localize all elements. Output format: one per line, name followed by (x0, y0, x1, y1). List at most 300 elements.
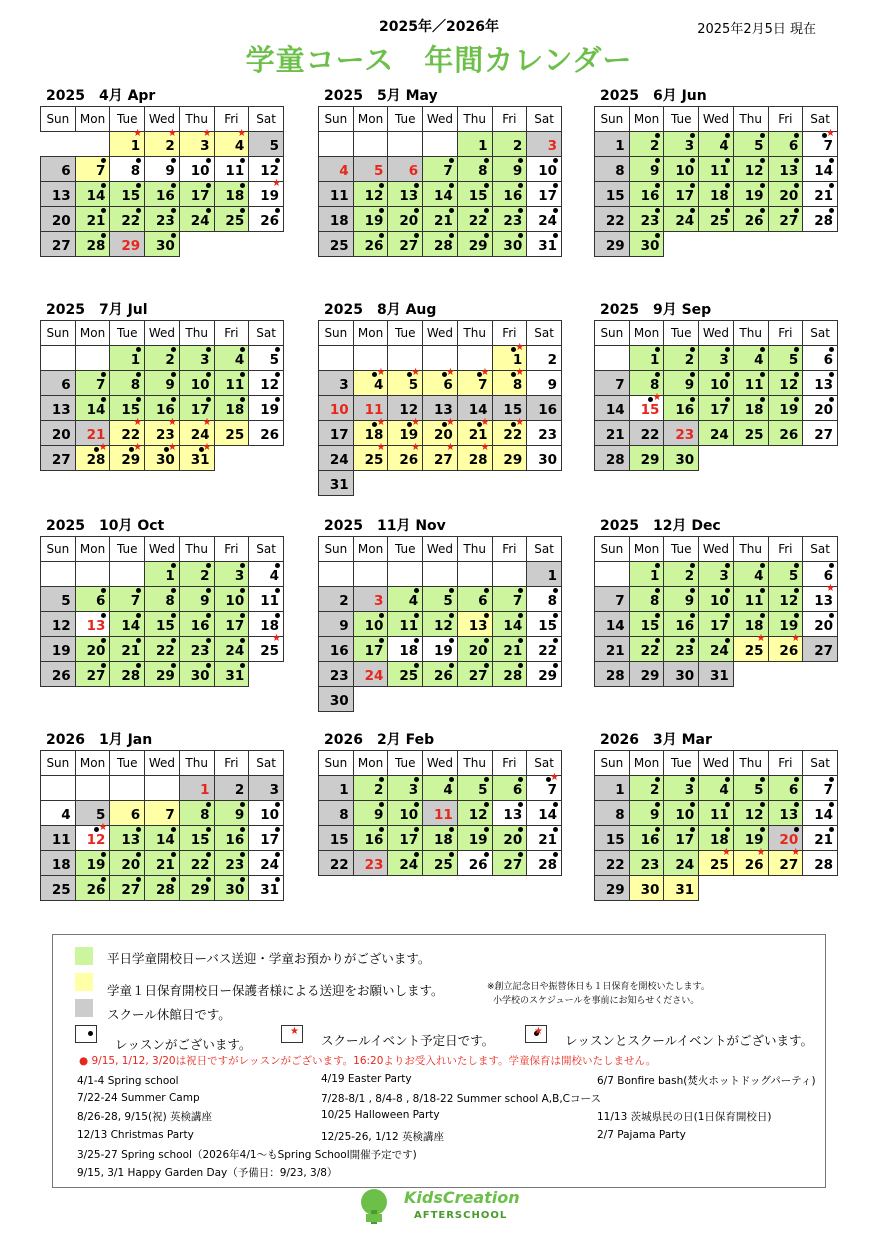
month-calendar (594, 86, 838, 257)
day-number: 11 (710, 163, 729, 179)
lesson-dot-icon (725, 183, 730, 188)
lesson-dot-icon (240, 372, 245, 377)
weekday-header: Sat (249, 321, 284, 346)
day-number: 19 (468, 832, 488, 848)
lesson-dot-icon (760, 563, 765, 568)
day-number: 17 (675, 188, 695, 204)
day-cell (664, 826, 699, 851)
day-number: 21 (468, 427, 488, 443)
weekday-header: Fri (768, 321, 803, 346)
day-cell (527, 612, 562, 637)
lesson-dot-icon (275, 563, 280, 568)
empty-cell (457, 471, 492, 496)
week-row (595, 801, 838, 826)
event-star-icon: ★ (515, 367, 525, 378)
weekday-header: Sat (249, 107, 284, 132)
event-star-icon: ★ (202, 128, 212, 139)
day-cell (75, 612, 110, 637)
lesson-dot-icon (275, 802, 280, 807)
day-number: 30 (156, 238, 175, 254)
lesson-dot-icon (794, 183, 799, 188)
day-cell (803, 583, 838, 612)
day-cell (214, 612, 249, 637)
day-cell (664, 801, 699, 826)
day-number: 1 (478, 138, 488, 154)
day-cell (41, 396, 76, 421)
day-cell (214, 776, 249, 801)
day-number: 1 (650, 568, 660, 584)
day-number: 19 (86, 857, 106, 873)
lesson-dot-icon (136, 208, 141, 213)
day-cell (768, 776, 803, 801)
day-number: 1 (339, 782, 349, 798)
day-cell (664, 612, 699, 637)
day-number: 17 (260, 832, 279, 848)
day-cell (249, 178, 284, 207)
day-number: 16 (675, 618, 695, 634)
day-number: 22 (538, 643, 557, 659)
day-cell (629, 776, 664, 801)
weekday-header: Wed (699, 751, 734, 776)
lesson-dot-icon (518, 588, 523, 593)
day-number: 21 (503, 643, 523, 659)
day-cell (179, 182, 214, 207)
day-number: 15 (156, 618, 175, 634)
day-cell (733, 847, 768, 876)
week-row (41, 396, 284, 421)
day-number: 27 (86, 668, 106, 684)
month-table (594, 536, 838, 687)
lesson-dot-icon (275, 588, 280, 593)
day-number: 5 (443, 593, 453, 609)
day-number: 2 (512, 138, 523, 154)
month-table (40, 106, 284, 257)
lesson-dot-icon (101, 638, 106, 643)
day-cell (41, 876, 76, 901)
day-number: 5 (478, 782, 488, 798)
lesson-dot-icon (553, 183, 558, 188)
day-cell (353, 637, 388, 662)
day-cell (319, 662, 354, 687)
day-cell (145, 182, 180, 207)
day-number: 21 (86, 213, 106, 229)
lesson-dot-icon (725, 777, 730, 782)
day-cell (249, 346, 284, 371)
day-cell (214, 662, 249, 687)
lesson-dot-icon (275, 613, 280, 618)
lesson-dot-icon (518, 638, 523, 643)
day-cell (492, 801, 527, 826)
day-number: 21 (814, 188, 833, 204)
lesson-dot-icon (171, 208, 176, 213)
day-number: 13 (51, 402, 71, 418)
lesson-dot-icon (829, 827, 834, 832)
lesson-dot-icon (240, 827, 245, 832)
day-cell (527, 421, 562, 446)
day-number: 4 (61, 807, 71, 823)
legend-yellow-note1: ※創立記念日や振替休日も１日保育を開校いたします。 (487, 982, 710, 992)
day-cell (353, 232, 388, 257)
day-number: 19 (744, 188, 764, 204)
lesson-dot-icon (136, 397, 141, 402)
green-swatch (75, 947, 93, 965)
day-cell (527, 637, 562, 662)
day-number: 26 (364, 238, 384, 254)
day-number: 29 (503, 452, 523, 468)
day-cell (179, 876, 214, 901)
day-number: 20 (51, 213, 71, 229)
weekday-header: Fri (768, 537, 803, 562)
week-row (41, 637, 284, 662)
lesson-dot-icon (725, 563, 730, 568)
day-number: 17 (675, 832, 695, 848)
month-title: 2025 9月 Sep (600, 302, 712, 318)
weekday-header: Tue (664, 537, 699, 562)
day-cell (388, 851, 423, 876)
weekday-header: Sun (595, 751, 630, 776)
day-cell (768, 207, 803, 232)
month-calendar (594, 730, 838, 901)
day-cell (699, 637, 734, 662)
weekday-header: Fri (492, 751, 527, 776)
day-cell (249, 371, 284, 396)
day-number: 16 (640, 832, 660, 848)
day-number: 19 (779, 402, 799, 418)
lesson-dot-icon (725, 827, 730, 832)
empty-cell (664, 232, 699, 257)
day-number: 19 (744, 832, 764, 848)
empty-cell (353, 687, 388, 712)
lesson-dot-icon (725, 802, 730, 807)
day-number: 20 (468, 643, 488, 659)
day-number: 8 (200, 807, 210, 823)
lesson-dot-icon (725, 372, 730, 377)
lesson-dot-icon (794, 347, 799, 352)
day-number: 24 (190, 213, 210, 229)
day-cell (179, 826, 214, 851)
day-cell (768, 562, 803, 587)
lesson-dot-icon (553, 638, 558, 643)
lesson-dot-icon (553, 158, 558, 163)
month-title: 2026 1月 Jan (46, 732, 153, 748)
day-cell (179, 662, 214, 687)
lesson-dot-icon (655, 208, 660, 213)
day-number: 15 (538, 618, 557, 634)
empty-cell (768, 446, 803, 471)
day-cell (768, 132, 803, 157)
day-number: 15 (190, 832, 210, 848)
month-table (594, 106, 838, 257)
day-number: 4 (754, 352, 764, 368)
lesson-dot-icon (101, 613, 106, 618)
week-row (319, 232, 562, 257)
day-cell (527, 207, 562, 232)
day-number: 18 (744, 618, 764, 634)
weekday-header: Mon (75, 751, 110, 776)
both-marker (525, 1025, 547, 1043)
lesson-dot-icon (240, 802, 245, 807)
lesson-dot-icon (484, 208, 489, 213)
day-number: 12 (779, 593, 799, 609)
weekday-header: Fri (214, 321, 249, 346)
day-cell (423, 637, 458, 662)
day-cell (319, 826, 354, 851)
day-cell (41, 587, 76, 612)
lesson-dot-icon (101, 877, 106, 882)
lesson-dot-icon (136, 347, 141, 352)
day-cell (41, 182, 76, 207)
day-number: 24 (225, 643, 245, 659)
month-calendar (40, 300, 284, 471)
day-number: 26 (434, 668, 453, 684)
day-number: 13 (814, 377, 833, 393)
blank-day-cell (423, 562, 458, 587)
week-row (319, 687, 562, 712)
day-cell (110, 801, 145, 826)
day-number: 20 (51, 427, 71, 443)
day-cell (41, 851, 76, 876)
day-number: 22 (605, 857, 625, 873)
day-cell (803, 421, 838, 446)
legend-event-text: スクールイベント予定日です。 (321, 1033, 495, 1048)
lesson-dot-icon (760, 397, 765, 402)
weekday-header: Sat (803, 321, 838, 346)
day-cell (492, 851, 527, 876)
day-number: 3 (374, 593, 384, 609)
event-item: 10/25 Halloween Party (321, 1109, 440, 1121)
day-cell (492, 232, 527, 257)
day-cell (110, 826, 145, 851)
day-cell (423, 207, 458, 232)
day-cell (249, 851, 284, 876)
week-row (319, 396, 562, 421)
lesson-dot-icon (449, 663, 454, 668)
day-cell (214, 826, 249, 851)
day-number: 28 (605, 452, 625, 468)
day-number: 8 (615, 807, 625, 823)
day-number: 29 (605, 882, 625, 898)
day-number: 10 (538, 163, 557, 179)
month-calendar (318, 730, 562, 876)
dot-icon (88, 1031, 93, 1036)
day-number: 18 (710, 188, 729, 204)
week-row (319, 612, 562, 637)
day-cell (492, 826, 527, 851)
day-cell (110, 637, 145, 662)
event-star-icon: ★ (167, 128, 177, 139)
weekday-header: Thu (733, 751, 768, 776)
lesson-dot-icon (829, 563, 834, 568)
logo-name: KidsCreation (404, 1188, 520, 1207)
day-number: 28 (156, 882, 175, 898)
week-row (595, 826, 838, 851)
day-number: 6 (788, 138, 799, 154)
empty-cell (75, 132, 110, 157)
day-number: 13 (86, 618, 106, 634)
day-number: 14 (605, 618, 625, 634)
day-cell (595, 396, 630, 421)
day-number: 13 (51, 188, 71, 204)
day-cell (110, 442, 145, 471)
week-row (319, 207, 562, 232)
week-row (41, 662, 284, 687)
day-number: 27 (434, 452, 453, 468)
event-item: 12/13 Christmas Party (77, 1129, 194, 1141)
lesson-dot-icon (171, 827, 176, 832)
month-table (318, 536, 562, 712)
day-number: 8 (339, 807, 349, 823)
day-number: 13 (399, 188, 419, 204)
day-number: 27 (51, 452, 71, 468)
day-cell (110, 232, 145, 257)
day-number: 3 (684, 138, 695, 154)
day-number: 10 (260, 807, 279, 823)
day-cell (214, 157, 249, 182)
lesson-dot-icon (655, 347, 660, 352)
day-cell (768, 346, 803, 371)
empty-cell (388, 471, 423, 496)
day-cell (145, 128, 180, 157)
day-cell (388, 637, 423, 662)
weekday-header: Mon (75, 321, 110, 346)
day-number: 9 (547, 377, 557, 393)
day-cell (492, 182, 527, 207)
day-cell (768, 801, 803, 826)
lesson-dot-icon (136, 638, 141, 643)
day-cell (457, 367, 492, 396)
day-number: 20 (86, 643, 106, 659)
day-number: 8 (650, 377, 660, 393)
event-item: 7/28-8/1 , 8/4-8 , 8/18-22 Summer school A,B,Cコース (321, 1093, 601, 1105)
day-cell (41, 612, 76, 637)
day-number: 30 (225, 882, 245, 898)
event-star-icon: ★ (515, 417, 525, 428)
day-number: 3 (200, 138, 210, 154)
day-cell (214, 421, 249, 446)
day-number: 8 (650, 593, 660, 609)
day-cell (699, 157, 734, 182)
blank-day-cell (423, 132, 458, 157)
month-table (318, 320, 562, 496)
day-cell (664, 421, 699, 446)
weekday-header: Tue (388, 751, 423, 776)
event-item: 8/26-28, 9/15(祝) 英検講座 (77, 1111, 213, 1123)
day-number: 1 (650, 352, 660, 368)
lesson-dot-icon (206, 158, 211, 163)
empty-cell (249, 662, 284, 687)
day-cell (179, 776, 214, 801)
day-cell (110, 128, 145, 157)
day-cell (41, 157, 76, 182)
weekday-header: Fri (214, 751, 249, 776)
day-number: 25 (710, 857, 729, 873)
blank-day-cell (41, 562, 76, 587)
lesson-dot-icon (760, 133, 765, 138)
day-number: 4 (719, 782, 729, 798)
day-cell (733, 587, 768, 612)
day-cell (319, 446, 354, 471)
empty-cell (768, 876, 803, 901)
day-number: 30 (640, 238, 660, 254)
day-number: 30 (675, 452, 695, 468)
event-star-icon: ★ (411, 417, 421, 428)
day-cell (457, 612, 492, 637)
day-number: 16 (156, 188, 175, 204)
day-cell (110, 346, 145, 371)
day-cell (664, 876, 699, 901)
day-cell (75, 822, 110, 851)
blank-day-cell (353, 132, 388, 157)
empty-cell (699, 876, 734, 901)
week-row (41, 776, 284, 801)
lesson-dot-icon (206, 802, 211, 807)
empty-cell (214, 446, 249, 471)
lesson-dot-icon (101, 208, 106, 213)
lesson-dot-icon (240, 663, 245, 668)
lesson-dot-icon (655, 158, 660, 163)
lesson-dot-icon (136, 372, 141, 377)
day-cell (629, 562, 664, 587)
weekday-header: Mon (353, 537, 388, 562)
lesson-dot-icon (171, 613, 176, 618)
day-number: 5 (754, 138, 764, 154)
day-number: 5 (408, 377, 419, 393)
day-cell (664, 157, 699, 182)
day-cell (733, 421, 768, 446)
lesson-dot-icon (518, 233, 523, 238)
weekday-header: Sun (595, 321, 630, 346)
day-number: 12 (51, 618, 71, 634)
day-cell (145, 157, 180, 182)
day-number: 6 (478, 593, 488, 609)
day-number: 9 (165, 163, 175, 179)
lesson-dot-icon (655, 777, 660, 782)
blank-day-cell (319, 346, 354, 371)
day-number: 10 (675, 163, 695, 179)
day-cell (145, 637, 180, 662)
day-cell (595, 662, 630, 687)
day-number: 16 (225, 832, 245, 848)
day-number: 9 (684, 377, 695, 393)
weekday-header: Wed (145, 751, 180, 776)
day-cell (214, 346, 249, 371)
day-number: 19 (364, 213, 384, 229)
empty-cell (733, 446, 768, 471)
day-number: 6 (443, 377, 453, 393)
lesson-dot-icon (553, 802, 558, 807)
lesson-dot-icon (484, 233, 489, 238)
day-number: 6 (408, 163, 419, 179)
blank-day-cell (41, 346, 76, 371)
event-star-icon: ★ (756, 847, 766, 858)
blank-day-cell (595, 562, 630, 587)
lesson-dot-icon (240, 183, 245, 188)
day-cell (664, 346, 699, 371)
day-cell (179, 346, 214, 371)
empty-cell (733, 662, 768, 687)
lesson-dot-icon (690, 397, 695, 402)
day-number: 2 (374, 782, 384, 798)
day-cell (664, 637, 699, 662)
day-number: 9 (234, 807, 245, 823)
lesson-dot-icon (690, 372, 695, 377)
lesson-dot-icon (655, 183, 660, 188)
event-star-icon: ★ (445, 442, 455, 453)
day-number: 17 (190, 402, 210, 418)
weekday-header: Thu (179, 107, 214, 132)
day-cell (145, 801, 180, 826)
event-star-icon: ★ (98, 822, 108, 833)
